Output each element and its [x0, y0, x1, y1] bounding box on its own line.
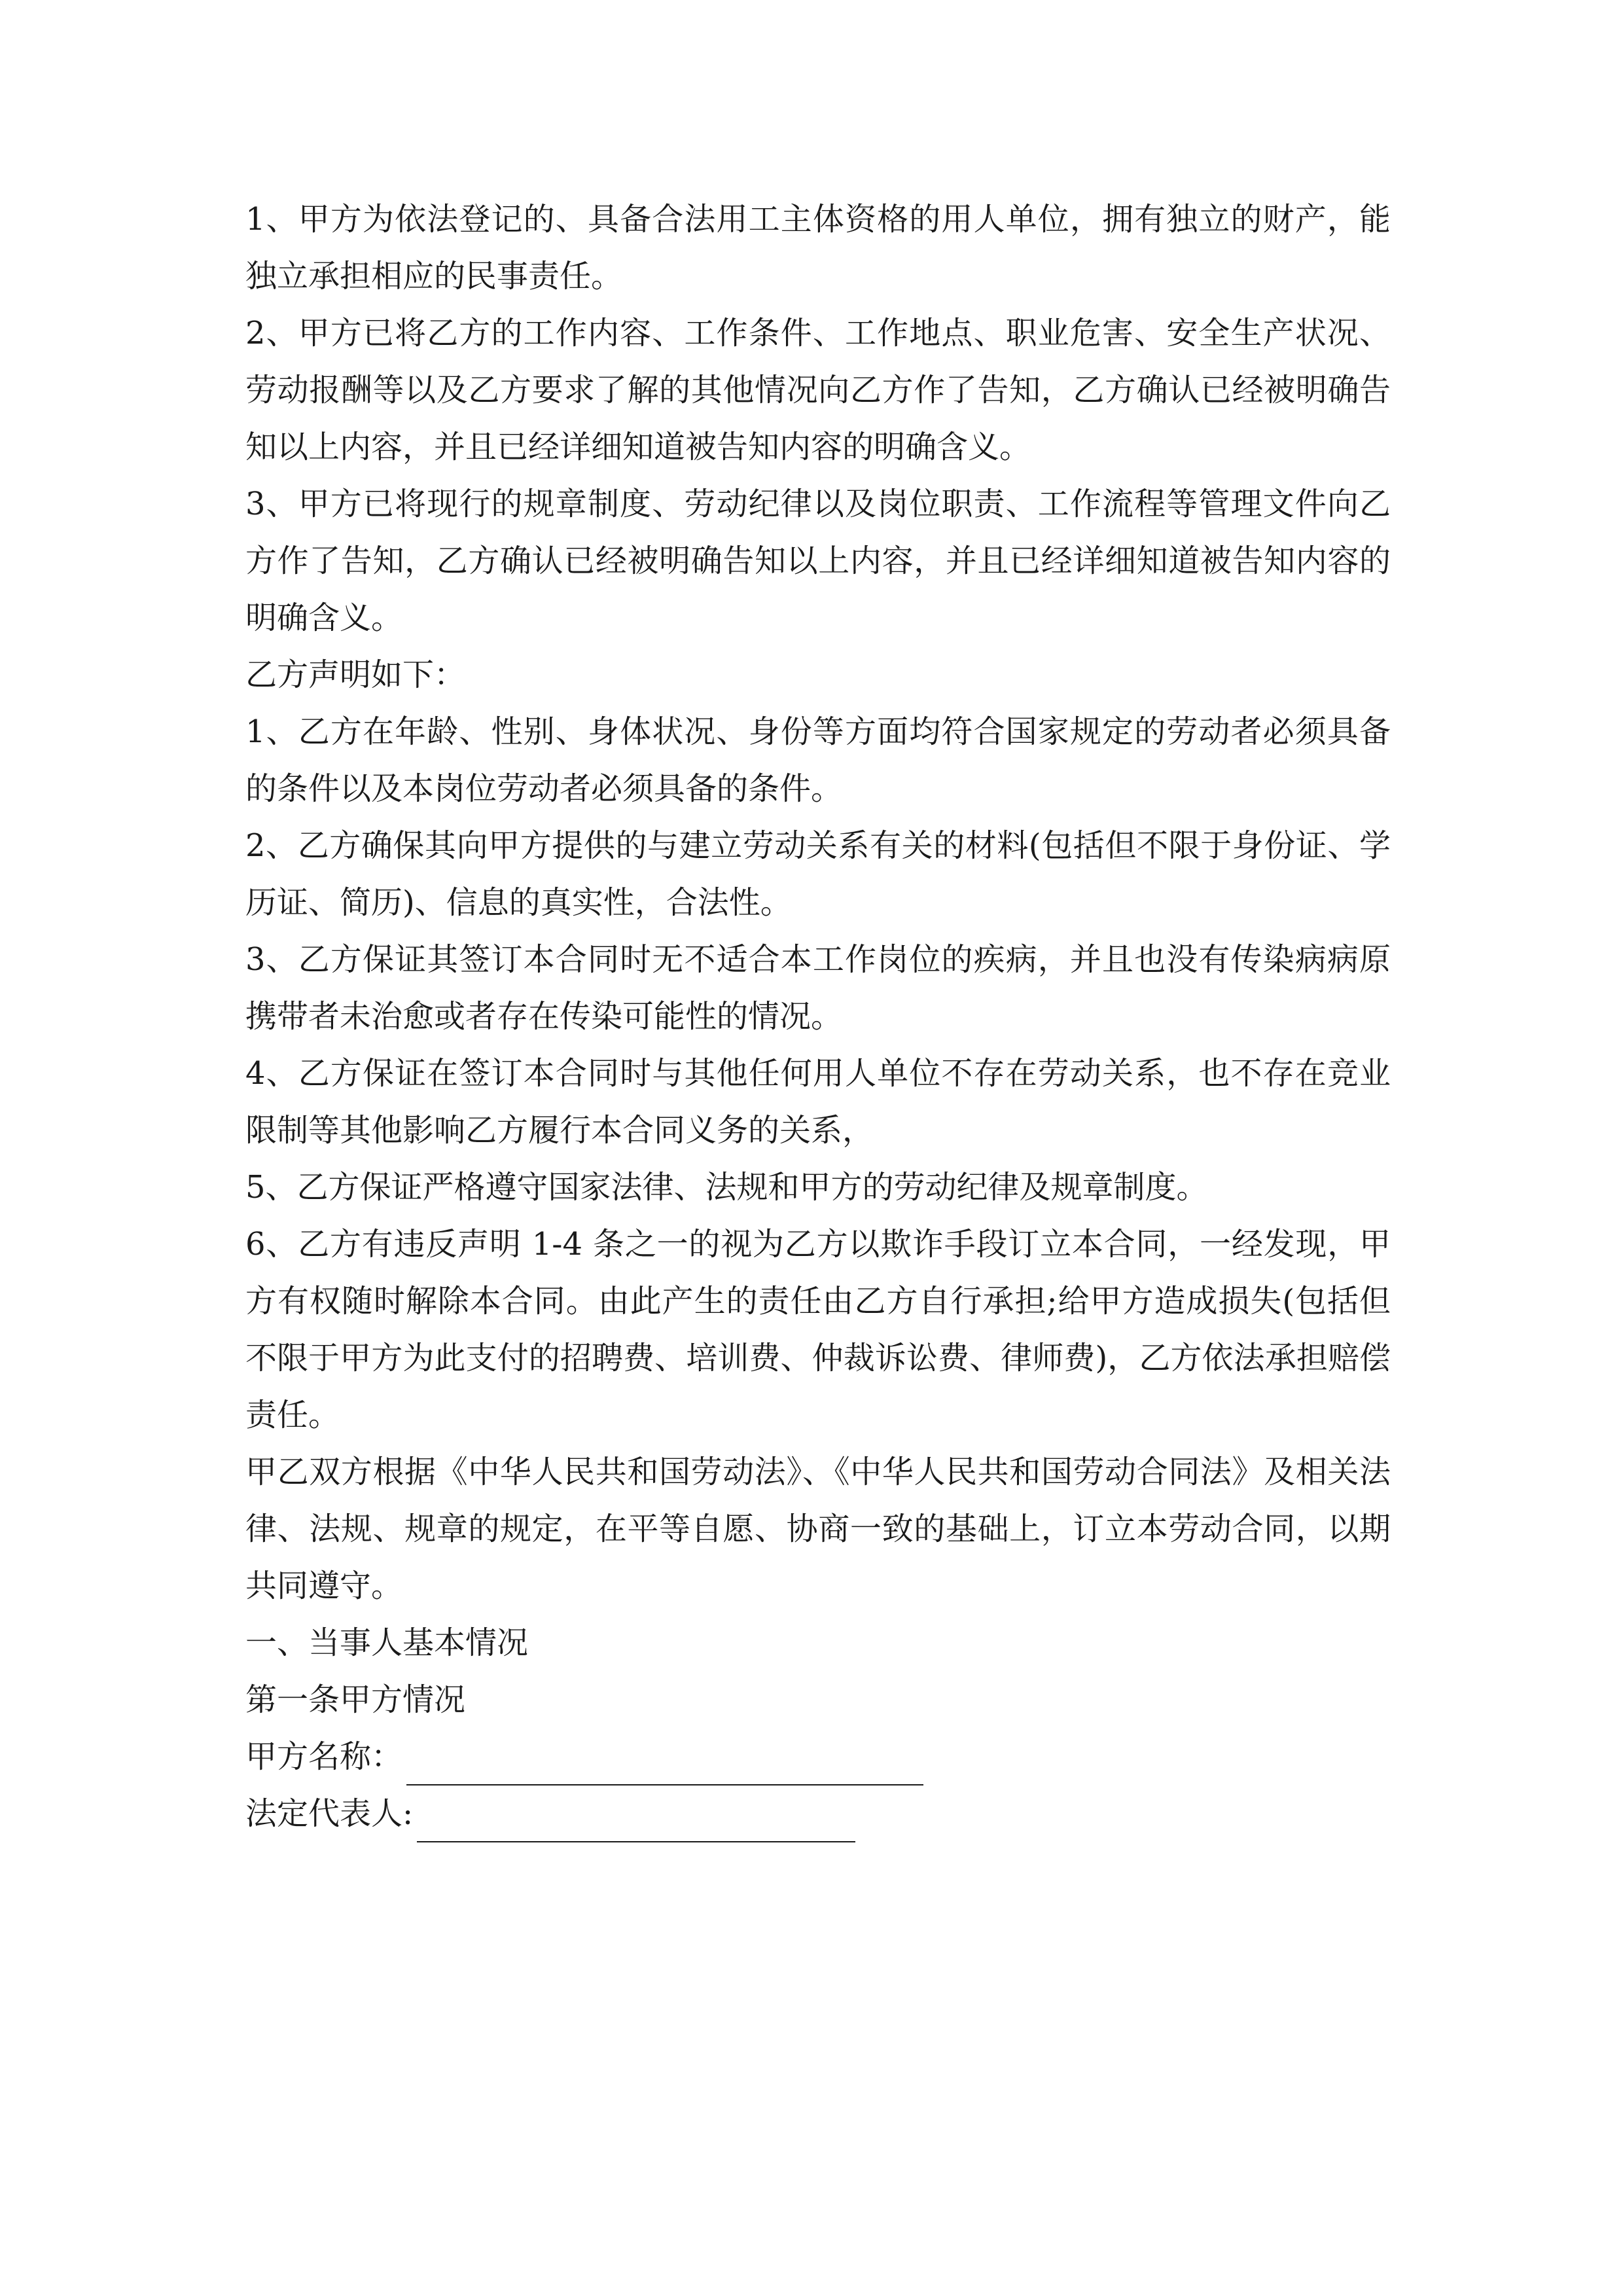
clause-party-a-2: 2、甲方已将乙方的工作内容、工作条件、工作地点、职业危害、安全生产状况、劳动报酬等以及乙方要求了解的其他情况向乙方作了告知，乙方确认已经被明确告知以上内容，并且已经详细知道被告知内容的明确含义。 [245, 315, 1391, 465]
clause-party-b-1: 1、乙方在年龄、性别、身体状况、身份等方面均符合国家规定的劳动者必须具备的条件以及本岗位劳动者必须具备的条件。 [245, 713, 1391, 807]
party-b-declaration-heading: 乙方声明如下： [245, 656, 466, 693]
clause-party-b-5: 5、乙方保证严格遵守国家法律、法规和甲方的劳动纪律及规章制度。 [245, 1169, 1208, 1206]
clause-party-a-1: 1、甲方为依法登记的、具备合法用工主体资格的用人单位，拥有独立的财产，能独立承担相应的民事责任。 [245, 201, 1391, 295]
clause-party-b-6: 6、乙方有违反声明 1-4 条之一的视为乙方以欺诈手段订立本合同，一经发现，甲方有权随时解除本合同。由此产生的责任由乙方自行承担;给甲方造成损失(包括但不限于甲方为此支付的招聘费、培训费、仲裁诉讼费、律师费)，乙方依法承担赔偿责任。 [245, 1226, 1391, 1433]
clause-party-a-3: 3、甲方已将现行的规章制度、劳动纪律以及岗位职责、工作流程等管理文件向乙方作了告知，乙方确认已经被明确告知以上内容，并且已经详细知道被告知内容的明确含义。 [245, 486, 1391, 636]
contract-body [245, 191, 1391, 1842]
legal-rep-blank[interactable] [417, 1801, 855, 1842]
section-heading-parties: 一、当事人基本情况 [245, 1624, 529, 1661]
party-a-name-blank[interactable] [406, 1744, 923, 1785]
article-1-heading: 第一条甲方情况 [245, 1681, 466, 1718]
clause-party-b-4: 4、乙方保证在签订本合同时与其他任何用人单位不存在劳动关系，也不存在竞业限制等其他影响乙方履行本合同义务的关系， [245, 1055, 1391, 1149]
legal-rep-label: 法定代表人: [245, 1795, 414, 1832]
legal-rep-field [245, 1785, 1391, 1842]
clause-party-b-3: 3、乙方保证其签订本合同时无不适合本工作岗位的疾病，并且也没有传染病病原携带者未治愈或者存在传染可能性的情况。 [245, 941, 1391, 1035]
agreement-basis-paragraph: 甲乙双方根据《中华人民共和国劳动法》、《中华人民共和国劳动合同法》及相关法律、法规、规章的规定，在平等自愿、协商一致的基础上，订立本劳动合同，以期共同遵守。 [245, 1454, 1391, 1604]
party-a-name-field [245, 1729, 1391, 1785]
clause-party-b-2: 2、乙方确保其向甲方提供的与建立劳动关系有关的材料(包括但不限于身份证、学历证、简历)、信息的真实性，合法性。 [245, 827, 1391, 921]
party-a-name-label: 甲方名称： [245, 1738, 403, 1775]
